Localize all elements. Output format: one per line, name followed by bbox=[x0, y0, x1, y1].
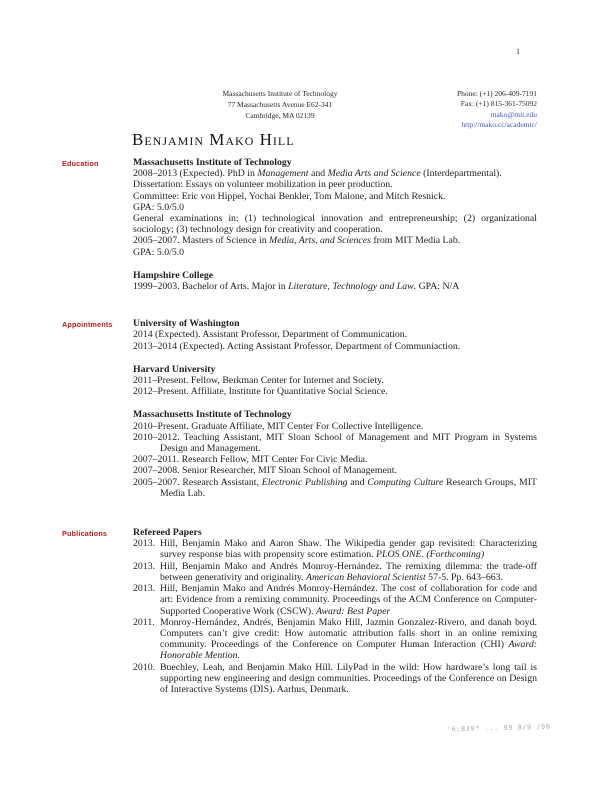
cv-entry: General examinations in: (1) technological innovation and entrepreneurship; (2) organizational sociology; (3) technology design for creativity and cooperation. bbox=[133, 213, 537, 236]
scan-artifact-watermark: '6:839* ... 99 8/9 /96 bbox=[446, 722, 551, 734]
address-line: Cambridge, MA 02139 bbox=[245, 110, 315, 120]
contact-fax: Fax: (+1) 815-361-75092 bbox=[460, 99, 537, 109]
section-label: Education bbox=[62, 159, 99, 168]
cv-entry: 2010–Present. Graduate Affiliate, MIT Center For Collective Intelligence. bbox=[133, 420, 424, 432]
address-line: 77 Massachusetts Avenue E62-341 bbox=[227, 99, 333, 109]
publication-entry: 2010. Buechley, Leah, and Benjamin Mako Hill. LilyPad in the wild: How hardware’s long tail is supporting new engineering and design communities. Proceedings of the Conference on Design of Interactive Systems (DIS). Aarhus, Denmark. bbox=[133, 661, 537, 695]
group-heading: University of Washington bbox=[133, 318, 240, 330]
cv-group bbox=[133, 409, 537, 499]
group-heading: Harvard University bbox=[133, 363, 216, 375]
cv-entry: 2008–2013 (Expected). PhD in Management and Media Arts and Science (Interdepartmental). bbox=[133, 168, 502, 180]
address-line: Massachusetts Institute of Technology bbox=[222, 89, 338, 98]
group-heading: Massachusetts Institute of Technology bbox=[133, 409, 292, 421]
group-heading: Refereed Papers bbox=[133, 527, 202, 539]
publication-entry: 2013. Hill, Benjamin Mako and Andrés Monroy-Hernández. The cost of collaboration for code and art: Evidence from a remixing community. Proceedings of the ACM Conference on Computer-Supported Cooperative Work (CSCW). Award: Best Paper bbox=[133, 583, 537, 617]
publication-entry: 2013. Hill, Benjamin Mako and Aaron Shaw. The Wikipedia gender gap revisited: Characterizing survey response bias with propensity score estimation. PLOS ONE. (Forthcoming) bbox=[133, 538, 537, 561]
publication-year: 2010. bbox=[133, 661, 156, 673]
publication-year: 2013. bbox=[133, 583, 156, 595]
section-education bbox=[62, 157, 537, 293]
cv-entry: GPA: 5.0/5.0 bbox=[133, 246, 185, 258]
cv-entry: 2007–2011. Research Fellow, MIT Center For Civic Media. bbox=[133, 454, 368, 466]
header-contact-block bbox=[457, 89, 537, 131]
cv-entry: 2010–2012. Teaching Assistant, MIT Sloan School of Management and MIT Program in Systems Design and Management. bbox=[133, 431, 537, 455]
cv-entry: 1999–2003. Bachelor of Arts. Major in Literature, Technology and Law. GPA: N/A bbox=[133, 281, 460, 293]
cv-entry: Committee: Eric von Hippel, Yochai Benkler, Tom Malone, and Mitch Resnick. bbox=[133, 190, 446, 202]
cv-entry: Dissertation: Essays on volunteer mobilization in peer production. bbox=[133, 179, 393, 191]
cv-entry: 2005–2007. Masters of Science in Media, Arts, and Sciences from MIT Media Lab. bbox=[133, 235, 461, 247]
cv-group bbox=[133, 157, 537, 258]
cv-group bbox=[133, 318, 537, 352]
cv-group bbox=[133, 270, 537, 292]
cv-entry: 2014 (Expected). Assistant Professor, Department of Communication. bbox=[133, 329, 408, 341]
cv-group bbox=[133, 527, 537, 695]
cv-entry: 2007–2008. Senior Researcher, MIT Sloan School of Management. bbox=[133, 465, 397, 477]
publication-entry: 2011. Monroy-Hernández, Andrés, Benjamin Mako Hill, Jazmin Gonzalez-Rivero, and danah boyd. Computers can’t give credit: How automatic attribution falls short in an online remixing community. Proceedings of the Conference on Computer Human Interaction (CHI) Award: Honorable Mention. bbox=[133, 616, 537, 662]
header-address-block bbox=[158, 89, 402, 121]
publication-year: 2013. bbox=[133, 560, 156, 572]
cv-entry: 2005–2007. Research Assistant, Electronic Publishing and Computing Culture Research Groups, MIT Media Lab. bbox=[133, 476, 537, 499]
publication-year: 2011. bbox=[133, 616, 155, 628]
cv-entry: 2011–Present. Fellow, Berkman Center for Internet and Society. bbox=[133, 375, 384, 387]
cv-entry: 2013–2014 (Expected). Acting Assistant Professor, Department of Communiaction. bbox=[133, 340, 461, 352]
contact-phone: Phone: (+1) 206-409-7191 bbox=[456, 89, 537, 98]
cv-group bbox=[133, 364, 537, 398]
cv-entry: GPA: 5.0/5.0 bbox=[133, 201, 185, 213]
section-label: Appointments bbox=[62, 320, 113, 330]
person-name: Benjamin Mako Hill bbox=[132, 130, 295, 149]
section-appointments bbox=[62, 318, 537, 499]
group-heading: Hampshire College bbox=[133, 269, 214, 281]
publication-entry: 2013. Hill, Benjamin Mako and Andrés Monroy-Hernández. The remixing dilemma: the trade-off between generativity and originality. American Behavioral Scientist 57-5. Pp. 643–663. bbox=[133, 560, 537, 583]
contact-email-link[interactable]: mako@mit.edu bbox=[490, 109, 537, 119]
cv-entry: 2012–Present. Affiliate, Institute for Quantitative Social Science. bbox=[133, 386, 388, 398]
contact-website-link[interactable]: http://mako.cc/academic/ bbox=[461, 120, 537, 130]
group-heading: Massachusetts Institute of Technology bbox=[133, 157, 292, 168]
publication-year: 2013. bbox=[133, 538, 156, 550]
cv-body bbox=[62, 157, 537, 695]
section-publications bbox=[62, 527, 537, 695]
section-label: Publications bbox=[62, 529, 108, 539]
page-number: 1 bbox=[516, 47, 520, 56]
